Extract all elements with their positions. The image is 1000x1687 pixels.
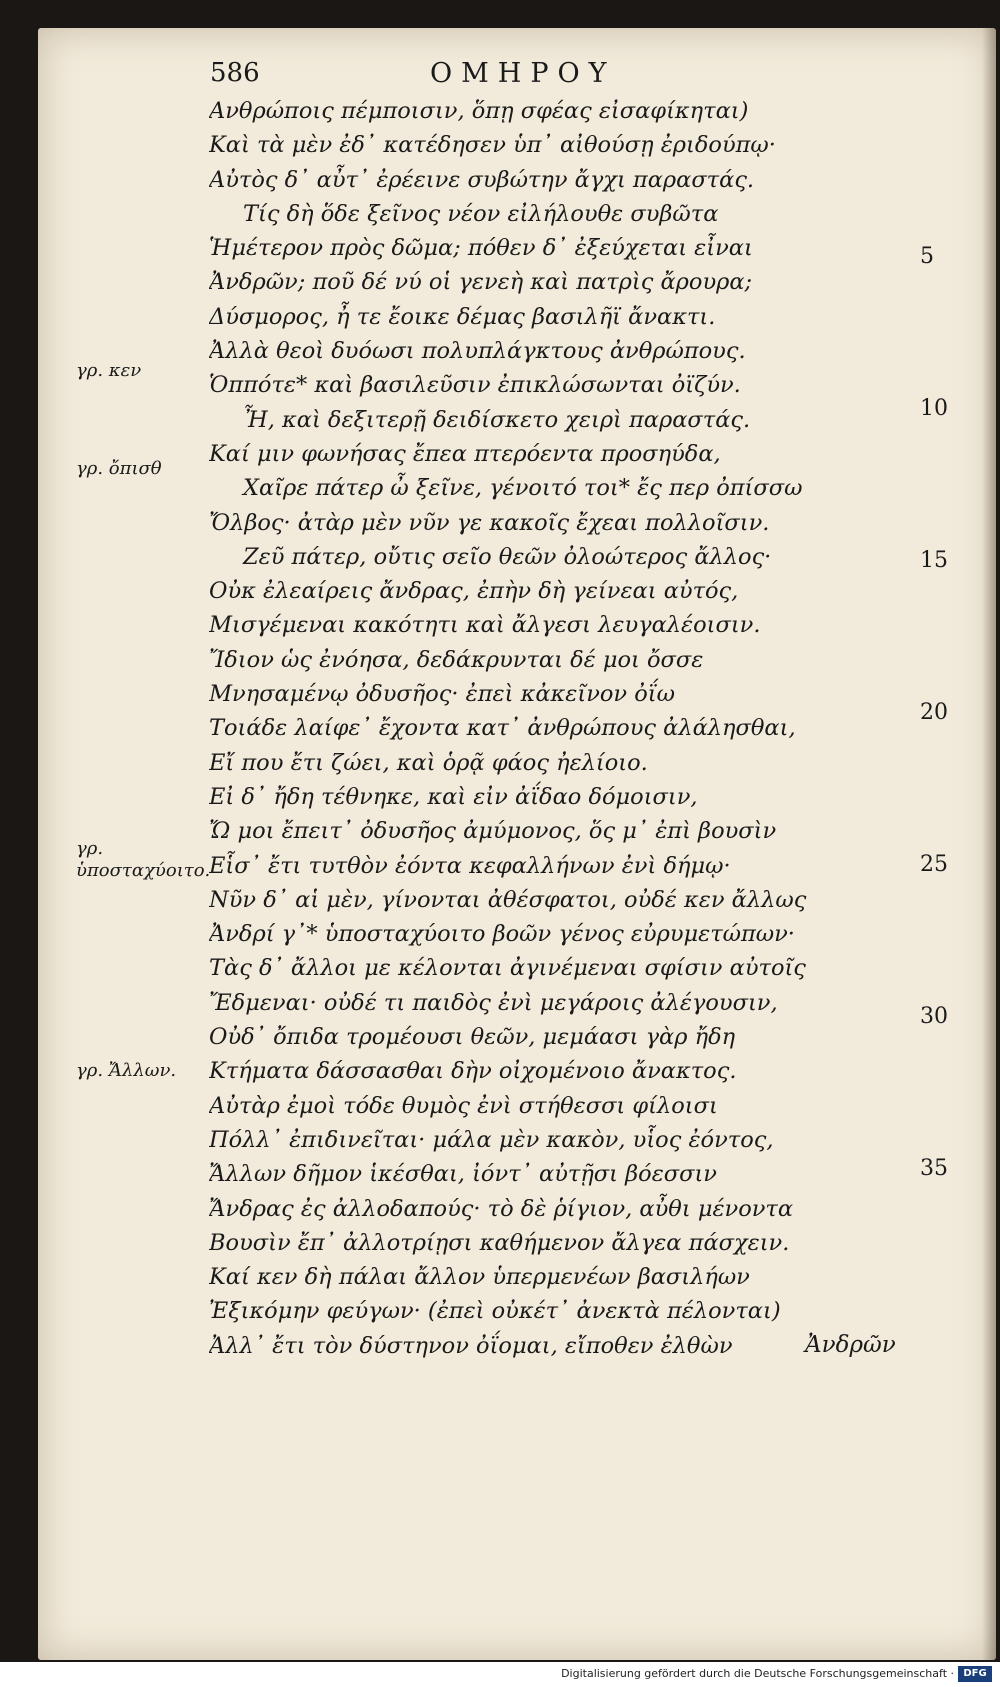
- funding-credit: Digitalisierung gefördert durch die Deutsche Forschungsgemeinschaft ·: [561, 1667, 954, 1680]
- line-number: 20: [920, 700, 948, 725]
- verse-line: Ἄλλων δῆμον ἱκέσθαι, ἰόντ᾽ αὐτῇσι βόεσσιν: [209, 1161, 717, 1188]
- verse-line: Ἡμέτερον πρὸς δῶμα; πόθεν δ᾽ ἐξεύχεται εἶναι: [209, 235, 753, 262]
- verse-line: Τὰς δ᾽ ἄλλοι με κέλονται ἀγινέμεναι σφίσιν αὐτοῖς: [209, 955, 806, 982]
- line-number: 30: [920, 1004, 948, 1029]
- line-number: 10: [920, 396, 948, 421]
- line-number: 35: [920, 1156, 948, 1181]
- digitization-footer: [0, 1662, 1000, 1687]
- verse-line: Ζεῦ πάτερ, οὔτις σεῖο θεῶν ὀλοώτερος ἄλλος·: [243, 543, 772, 570]
- page-header: [210, 58, 770, 94]
- verse-line: Ὄλβος· ἀτὰρ μὲν νῦν γε κακοῖς ἔχεαι πολλοῖσιν.: [209, 509, 770, 536]
- verse-line: Δύσμορος, ἦ τε ἔοικε δέμας βασιλῆϊ ἄνακτι.: [209, 303, 716, 330]
- marginal-note: γρ. κεν: [76, 360, 142, 381]
- page-gutter-shadow: [982, 28, 996, 1660]
- verse-line: Εἴ που ἔτι ζώει, καὶ ὁρᾷ φάος ἠελίοιο.: [209, 749, 648, 776]
- verse-line: Εἷσ᾽ ἔτι τυτθὸν ἐόντα κεφαλλήνων ἐνὶ δήμῳ·: [209, 852, 731, 879]
- verse-line: Εἰ δ᾽ ἤδη τέθνηκε, καὶ εἰν ἀΐδαο δόμοισιν,: [209, 783, 698, 810]
- verse-line: Τίς δὴ ὅδε ξεῖνος νέον εἰλήλουθε συβῶτα: [243, 200, 719, 227]
- verse-line: Καί κεν δὴ πάλαι ἄλλον ὑπερμενέων βασιλήων: [209, 1264, 750, 1291]
- verse-line: Νῦν δ᾽ αἱ μὲν, γίνονται ἀθέσφατοι, οὐδέ κεν ἄλλως: [209, 886, 807, 913]
- verse-line: Ἀνδρί γ᾽* ὑποσταχύοιτο βοῶν γένος εὐρυμετώπων·: [209, 921, 795, 948]
- verse-line: Μισγέμεναι κακότητι καὶ ἄλγεσι λευγαλέοισιν.: [209, 612, 761, 639]
- line-number: 25: [920, 852, 948, 877]
- verse-line: Οὐδ᾽ ὄπιδα τρομέουσι θεῶν, μεμάασι γὰρ ἤδη: [209, 1024, 736, 1051]
- marginal-note: γρ. ὑποσταχύοιτο.: [76, 838, 211, 881]
- verse-line: Αὐτὰρ ἐμοὶ τόδε θυμὸς ἐνὶ στήθεσσι φίλοισι: [209, 1092, 718, 1119]
- verse-line: Ἀλλὰ θεοὶ δυόωσι πολυπλάγκτους ἀνθρώπους.: [209, 338, 746, 365]
- verse-line: Ἦ, καὶ δεξιτερῇ δειδίσκετο χειρὶ παραστάς.: [243, 406, 751, 433]
- verse-line: Ἴδιον ὡς ἐνόησα, δεδάκρυνται δέ μοι ὄσσε: [209, 646, 704, 673]
- verse-line: Αὐτὸς δ᾽ αὖτ᾽ ἐρέεινε συβώτην ἄγχι παραστάς.: [209, 166, 755, 193]
- verse-line: Ὤ μοι ἔπειτ᾽ ὀδυσῆος ἀμύμονος, ὅς μ᾽ ἐπὶ βουσὶν: [209, 818, 777, 845]
- verse-line: Ὁππότε* καὶ βασιλεῦσιν ἐπικλώσωνται ὀϊζύν.: [209, 372, 741, 399]
- dfg-logo-icon: DFG: [958, 1666, 992, 1682]
- verse-line: Οὐκ ἐλεαίρεις ἄνδρας, ἐπὴν δὴ γείνεαι αὐτός,: [209, 578, 739, 605]
- verse-line: Κτήματα δάσσασθαι δὴν οἰχομένοιο ἄνακτος.: [209, 1058, 737, 1085]
- verse-line: Χαῖρε πάτερ ὦ ξεῖνε, γένοιτό τοι* ἔς περ ὀπίσσω: [243, 475, 803, 502]
- verse-line: Ανθρώποις πέμποισιν, ὅπῃ σφέας εἰσαφίκηται): [209, 98, 749, 124]
- line-number: 15: [920, 548, 948, 573]
- verse-line: Μνησαμένῳ ὀδυσῆος· ἐπεὶ κἀκεῖνον ὀΐω: [209, 681, 675, 708]
- verse-line: Ἐξικόμην φεύγων· (ἐπεὶ οὐκέτ᾽ ἀνεκτὰ πέλονται): [209, 1298, 781, 1325]
- verse-line: Βουσὶν ἔπ᾽ ἀλλοτρίῃσι καθήμενον ἄλγεα πάσχειν.: [209, 1229, 790, 1256]
- verse-line: Ἄνδρας ἐς ἀλλοδαπούς· τὸ δὲ ῥίγιον, αὖθι μένοντα: [209, 1195, 794, 1222]
- verse-line: Ἀλλ᾽ ἔτι τὸν δύστηνον ὀΐομαι, εἴποθεν ἐλθὼν: [209, 1332, 733, 1359]
- verse-line: Καὶ τὰ μὲν ἐδ᾽ κατέδησεν ὑπ᾽ αἰθούσῃ ἐριδούπῳ·: [209, 132, 776, 159]
- verse-line: Τοιάδε λαίφε᾽ ἔχοντα κατ᾽ ἀνθρώπους ἀλάλησθαι,: [209, 715, 796, 742]
- running-title: ΟΜΗΡΟΥ: [430, 58, 616, 89]
- verse-text-block: [209, 94, 829, 1363]
- verse-line: Πόλλ᾽ ἐπιδινεῖται· μάλα μὲν κακὸν, υἷος ἐόντος,: [209, 1126, 774, 1153]
- line-number: 5: [920, 244, 934, 269]
- marginal-note: γρ. ὄπισθ: [76, 458, 162, 479]
- marginal-note: γρ. Ἄλλων.: [76, 1060, 177, 1081]
- page-number: 586: [210, 58, 260, 88]
- catchword: Ἀνδρῶν: [805, 1332, 896, 1358]
- verse-line: Καί μιν φωνήσας ἔπεα πτερόεντα προσηύδα,: [209, 440, 721, 467]
- verse-line: Ἀνδρῶν; ποῦ δέ νύ οἱ γενεὴ καὶ πατρὶς ἄρουρα;: [209, 269, 753, 296]
- verse-line: Ἔδμεναι· οὐδέ τι παιδὸς ἐνὶ μεγάροις ἀλέγουσιν,: [209, 989, 778, 1016]
